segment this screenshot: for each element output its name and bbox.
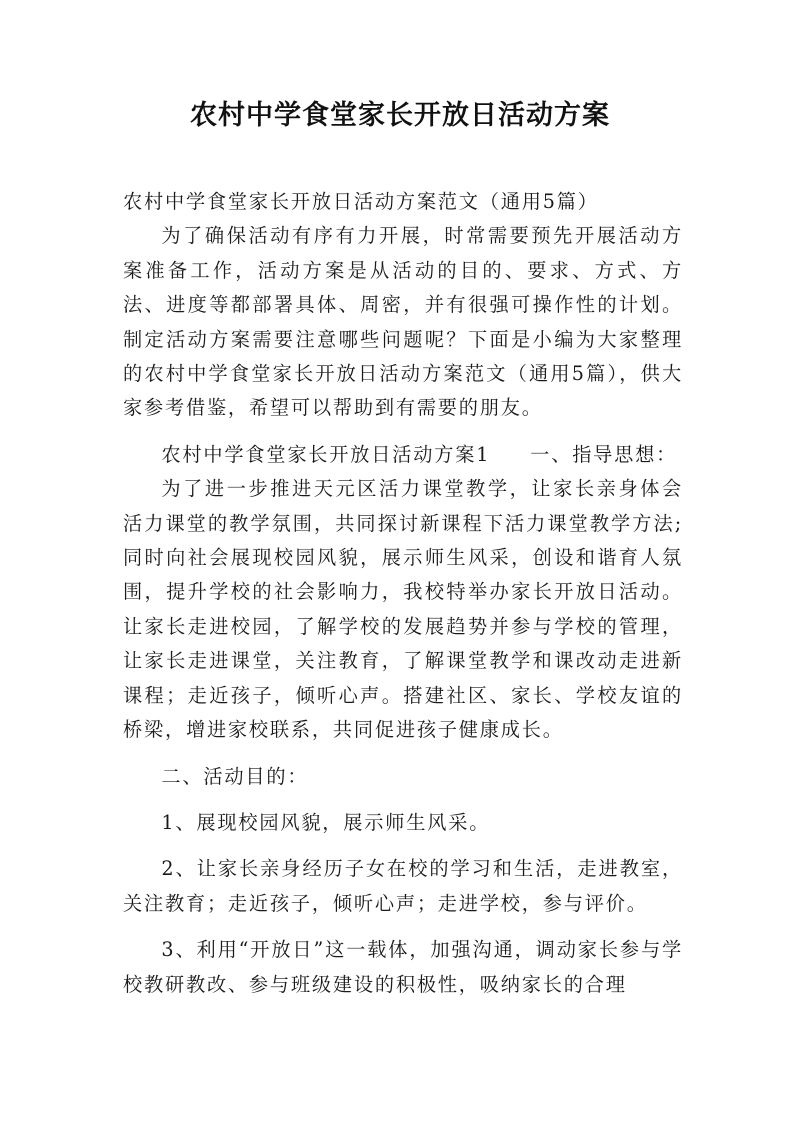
document-title: 农村中学食堂家长开放日活动方案 bbox=[190, 100, 610, 131]
intro-paragraph: 为了确保活动有序有力开展，时常需要预先开展活动方案准备工作，活动方案是从活动的目的、要求、方式、方法、进度等都部署具体、周密，并有很强可操作性的计划。制定活动方案需要注意哪些问题呢？下面是小编为大家整理的农村中学食堂家长开放日活动方案范文（通用5篇），供大家参考借鉴，希望可以帮助到有需要的朋友。 bbox=[123, 224, 683, 420]
list-item-3: 3、利用“开放日”这一载体，加强沟通，调动家长参与学校教研教改、参与班级建设的积极性，吸纳家长的合理 bbox=[123, 938, 683, 996]
document-body bbox=[123, 185, 683, 1002]
plan-heading-line bbox=[123, 438, 683, 472]
list-item-2: 2、让家长亲身经历子女在校的学习和生活，走进教室，关注教育；走近孩子，倾听心声；走进学校，参与评价。 bbox=[123, 857, 683, 915]
list-item-1: 1、展现校园风貌，展示师生风采。 bbox=[161, 810, 491, 834]
plan-heading: 农村中学食堂家长开放日活动方案1 bbox=[161, 442, 491, 466]
section1-heading: 一、指导思想： bbox=[530, 442, 678, 466]
section1-paragraph: 为了进一步推进天元区活力课堂教学，让家长亲身体会活力课堂的教学氛围，共同探讨新课程下活力课堂教学方法;同时向社会展现校园风貌，展示师生风采，创设和谐育人氛围，提升学校的社会影响力，我校特举办家长开放日活动。让家长走进校园，了解学校的发展趋势并参与学校的管理，让家长走进课堂，关注教育，了解课堂教学和课改动走进新课程；走近孩子，倾听心声。搭建社区、家长、学校友谊的桥梁，增进家校联系，共同促进孩子健康成长。 bbox=[123, 477, 683, 742]
section2-heading: 二、活动目的： bbox=[161, 764, 309, 788]
document-subtitle: 农村中学食堂家长开放日活动方案范文（通用5篇） bbox=[123, 190, 599, 213]
